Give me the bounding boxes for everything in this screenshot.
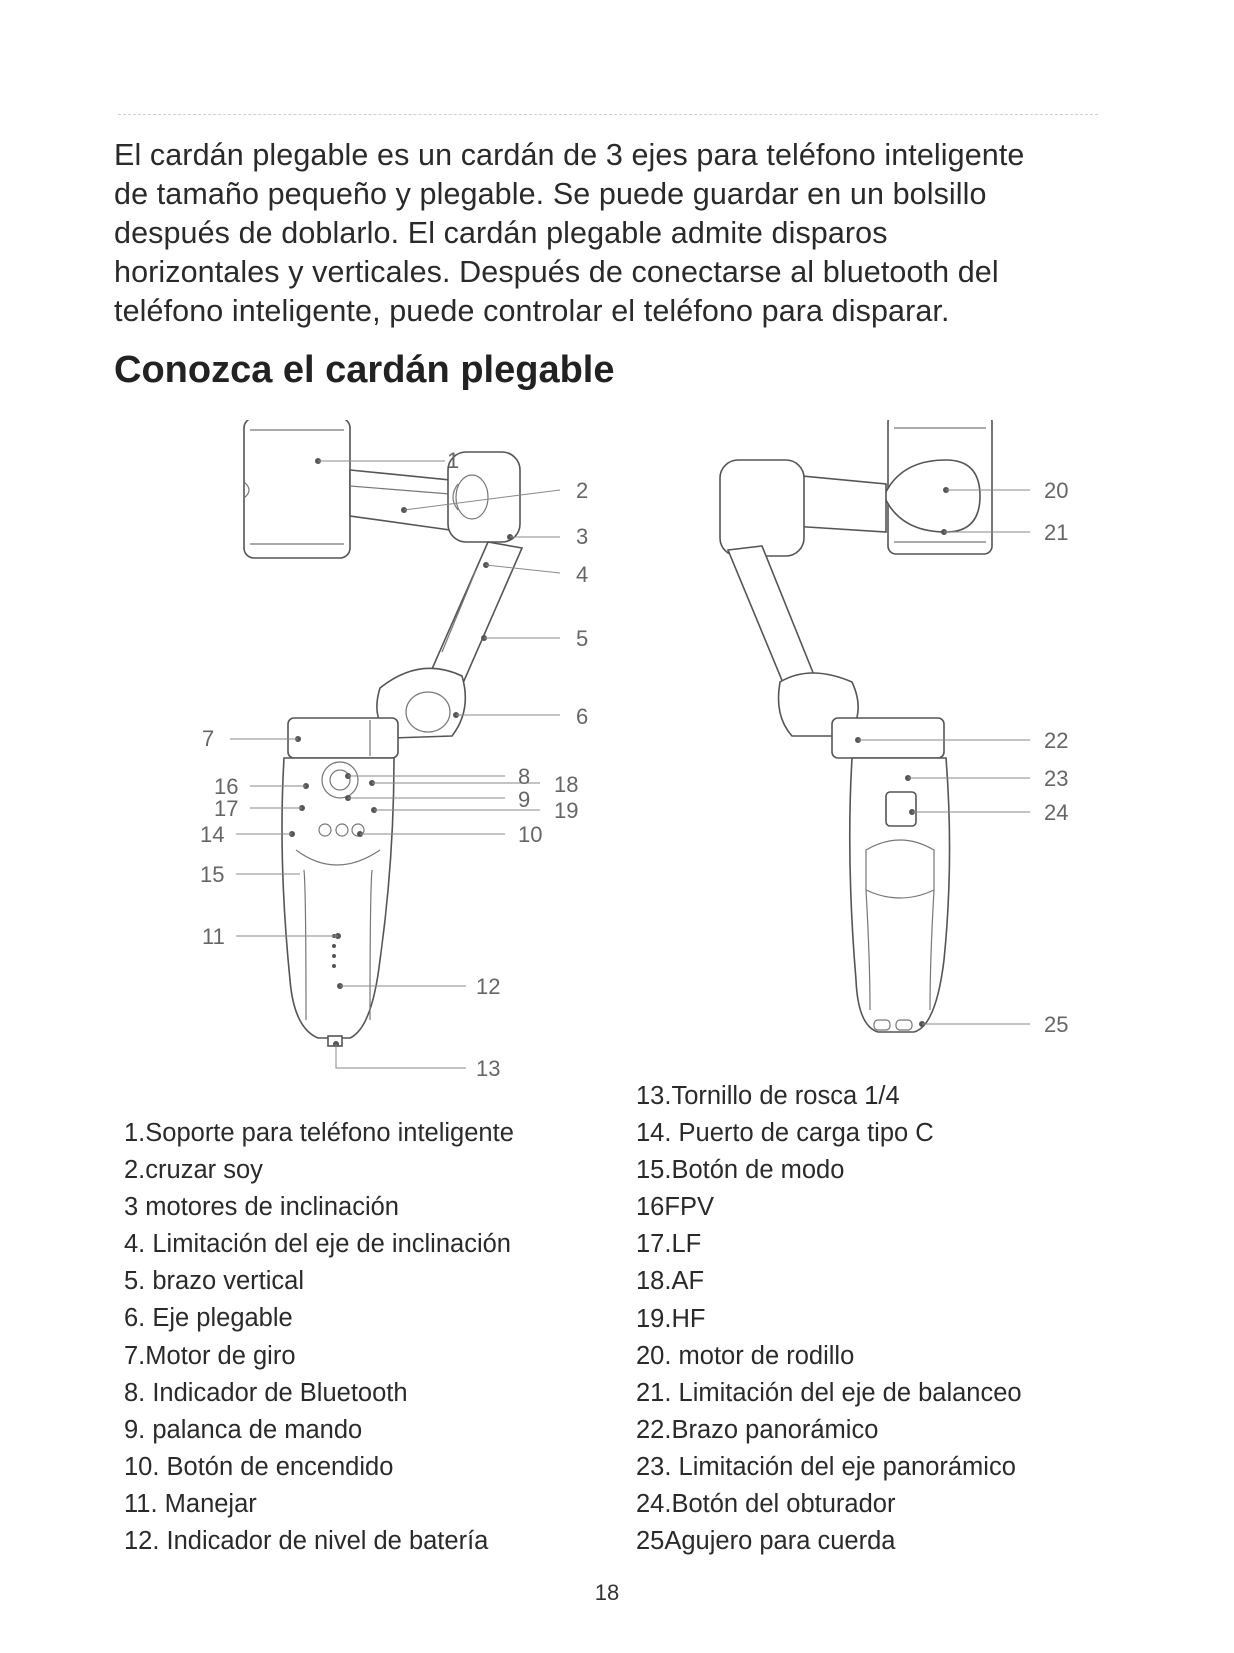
legend-item: 19.HF [636, 1304, 706, 1333]
legend-item: 16FPV [636, 1193, 714, 1222]
legend-item: 21. Limitación del eje de balanceo [636, 1378, 1022, 1407]
legend-item: 1.Soporte para teléfono inteligente [124, 1119, 514, 1147]
pan-arm [832, 718, 944, 758]
legend-item: 24.Botón del obturador [636, 1490, 896, 1519]
vertical-arm [428, 542, 522, 690]
callout-16: 16 [214, 774, 239, 799]
callout-20: 20 [1044, 478, 1069, 503]
callout-11: 11 [202, 924, 225, 949]
legend-item: 13.Tornillo de rosca 1/4 [636, 1082, 900, 1110]
callout-12: 12 [476, 974, 501, 999]
legend-item: 15.Botón de modo [636, 1156, 845, 1185]
callout-17: 17 [214, 796, 239, 821]
callout-7: 7 [202, 726, 215, 751]
section-heading: Conozca el cardán plegable [114, 349, 615, 391]
tilt-motor-back [720, 460, 804, 556]
legend-item: 23. Limitación del eje panorámico [636, 1452, 1016, 1481]
callout-10: 10 [518, 822, 543, 847]
legend-item: 5. brazo vertical [124, 1267, 304, 1296]
handle [282, 758, 394, 1038]
callout-1: 1 [447, 448, 460, 473]
shutter-button [886, 792, 916, 826]
gimbal-diagram [0, 420, 1234, 1100]
callout-22: 22 [1044, 728, 1069, 753]
top-divider [118, 114, 1098, 115]
vertical-arm-back [728, 546, 816, 690]
intro-line: El cardán plegable es un cardán de 3 ejes para teléfono inteligente [114, 138, 1025, 172]
legend-item: 3 motores de inclinación [124, 1193, 399, 1222]
legend-left-column [124, 1115, 514, 1560]
legend-item: 4. Limitación del eje de inclinación [124, 1230, 511, 1259]
back-callouts [1044, 478, 1068, 1037]
legend-item: 10. Botón de encendido [124, 1452, 394, 1481]
legend-item: 11. Manejar [124, 1489, 257, 1518]
legend-item: 17.LF [636, 1230, 702, 1259]
legend-item: 6. Eje plegable [124, 1304, 293, 1333]
legend-item: 14. Puerto de carga tipo C [636, 1119, 934, 1148]
intro-line: horizontales y verticales. Después de conectarse al bluetooth del [114, 255, 999, 289]
callout-18: 18 [554, 772, 579, 797]
legend-item: 22.Brazo panorámico [636, 1415, 879, 1444]
back-view-gimbal [720, 420, 992, 1032]
intro-line: después de doblarlo. El cardán plegable admite disparos [114, 216, 888, 250]
legend-item: 9. palanca de mando [124, 1415, 363, 1444]
callout-13: 13 [476, 1056, 501, 1081]
legend-right-column [636, 1078, 1022, 1560]
callout-14: 14 [200, 822, 225, 847]
legend-item: 25Agujero para cuerda [636, 1527, 896, 1556]
intro-paragraph [114, 136, 1124, 331]
callout-4: 4 [576, 562, 589, 587]
intro-line: de tamaño pequeño y plegable. Se puede guardar en un bolsillo [114, 177, 987, 211]
cross-arm [350, 470, 450, 530]
legend-item: 2.cruzar soy [124, 1156, 263, 1185]
callout-5: 5 [576, 626, 589, 651]
legend-item: 12. Indicador de nivel de batería [124, 1527, 489, 1556]
legend-item: 7.Motor de giro [124, 1341, 296, 1370]
legend-item: 18.AF [636, 1267, 705, 1296]
intro-line: teléfono inteligente, puede controlar el teléfono para disparar. [114, 294, 950, 328]
legend-item: 20. motor de rodillo [636, 1341, 855, 1370]
callout-8: 8 [518, 764, 531, 789]
page-number: 18 [594, 1580, 620, 1605]
phone-clamp [244, 420, 350, 558]
callout-3: 3 [576, 524, 589, 549]
callout-9: 9 [518, 787, 531, 812]
pan-motor [288, 718, 398, 758]
callout-21: 21 [1044, 520, 1069, 545]
callout-2: 2 [576, 478, 589, 503]
callout-25: 25 [1044, 1012, 1069, 1037]
callout-15: 15 [200, 862, 225, 887]
front-view-gimbal [244, 420, 522, 1046]
legend-item: 8. Indicador de Bluetooth [124, 1378, 408, 1407]
callout-24: 24 [1044, 800, 1069, 825]
callout-23: 23 [1044, 766, 1069, 791]
callout-19: 19 [554, 798, 579, 823]
callout-6: 6 [576, 704, 589, 729]
